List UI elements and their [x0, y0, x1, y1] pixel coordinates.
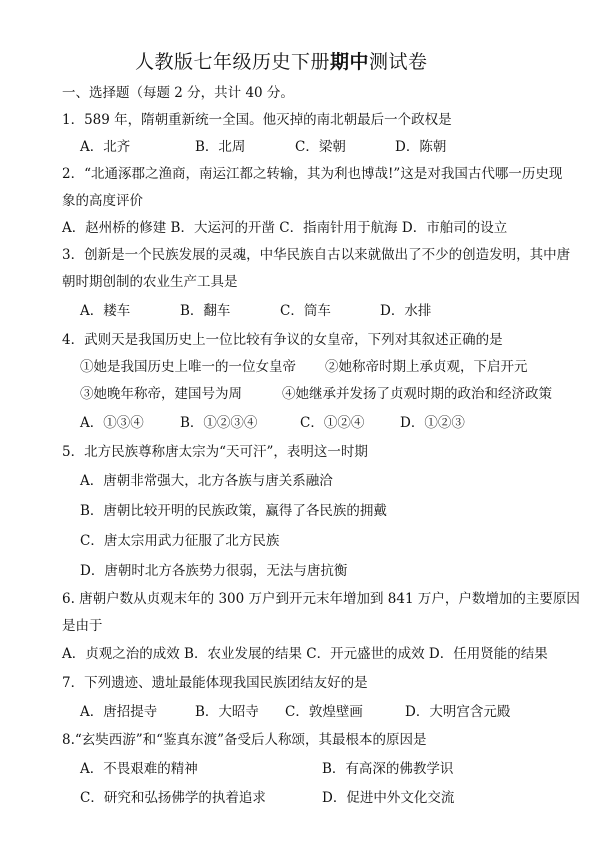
- q7-option-c: C．敦煌壁画: [285, 704, 363, 720]
- q8-option-b: B．有高深的佛教学识: [322, 761, 454, 777]
- q1-stem: 1．589 年，隋朝重新统一全国。他灭掉的南北朝最后一个政权是: [62, 112, 452, 128]
- q4-option-b: B．①②③④: [180, 415, 258, 431]
- q1-option-b: B．北周: [195, 139, 246, 155]
- q3-option-a: A．耧车: [80, 303, 131, 319]
- q4-statement-2: ②她称帝时期上承贞观，下启开元: [325, 359, 528, 375]
- q6-stem-line2: 是由于: [62, 618, 103, 634]
- q4-statement-3: ③她晚年称帝，建国号为周: [80, 386, 242, 402]
- q3-option-b: B．翻车: [180, 303, 231, 319]
- q3-stem-line2: 朝时期创制的农业生产工具是: [62, 274, 238, 290]
- q2-stem-line2: 象的高度评价: [62, 193, 143, 209]
- page-title: [135, 50, 428, 74]
- q7-option-a: A．唐招提寺: [80, 704, 158, 720]
- q8-option-a: A．不畏艰难的精神: [80, 761, 198, 777]
- title-part1: 人教版七年级历史下册: [135, 51, 331, 73]
- q8-stem: 8.“玄奘西游”和“鉴真东渡”备受后人称颂，其最根本的原因是: [62, 732, 427, 748]
- q8-option-d: D．促进中外文化交流: [322, 790, 455, 806]
- title-bold: 期中: [330, 51, 370, 73]
- q1-option-d: D．陈朝: [395, 139, 447, 155]
- q7-stem: 7．下列遗迹、遗址最能体现我国民族团结友好的是: [62, 675, 368, 691]
- q5-option-d: D．唐朝时北方各族势力很弱，无法与唐抗衡: [80, 563, 348, 579]
- title-part2: 测试卷: [369, 51, 428, 73]
- q4-option-a: A．①③④: [80, 415, 144, 431]
- q6-stem-line1: 6. 唐朝户数从贞观末年的 300 万户到开元末年增加到 841 万户，户数增加的主要原因: [62, 591, 580, 607]
- q2-options: A．赵州桥的修建 B．大运河的开凿 C．指南针用于航海 D．市舶司的设立: [62, 220, 508, 236]
- q3-stem-line1: 3．创新是一个民族发展的灵魂，中华民族自古以来就做出了不少的创造发明，其中唐: [62, 247, 571, 263]
- q4-option-c: C．①②④: [300, 415, 365, 431]
- section-heading: 一、选择题（每题 2 分，共计 40 分。: [62, 85, 294, 101]
- q5-stem: 5．北方民族尊称唐太宗为“天可汗”，表明这一时期: [62, 444, 368, 460]
- q3-option-c: C．筒车: [280, 303, 331, 319]
- q1-option-a: A．北齐: [80, 139, 131, 155]
- q3-option-d: D．水排: [380, 303, 432, 319]
- q4-stem: 4．武则天是我国历史上一位比较有争议的女皇帝，下列对其叙述正确的是: [62, 332, 503, 348]
- q7-option-b: B．大昭寺: [195, 704, 259, 720]
- q4-option-d: D．①②③: [400, 415, 465, 431]
- q4-statement-4: ④她继承并发扬了贞观时期的政治和经济政策: [282, 386, 552, 402]
- q4-statement-1: ①她是我国历史上唯一的一位女皇帝: [80, 359, 296, 375]
- q5-option-c: C．唐太宗用武力征服了北方民族: [80, 533, 280, 549]
- q2-stem-line1: 2．“北通涿郡之渔商，南运江都之转输，其为利也博哉!”这是对我国古代哪一历史现: [62, 166, 563, 182]
- q6-options: A．贞观之治的成效 B．农业发展的结果 C．开元盛世的成效 D．任用贤能的结果: [62, 646, 548, 662]
- q7-option-d: D．大明宫含元殿: [405, 704, 511, 720]
- q1-option-c: C．梁朝: [295, 139, 346, 155]
- q8-option-c: C．研究和弘扬佛学的执着追求: [80, 790, 266, 806]
- q5-option-b: B．唐朝比较开明的民族政策，赢得了各民族的拥戴: [80, 503, 387, 519]
- q5-option-a: A．唐朝非常强大，北方各族与唐关系融洽: [80, 473, 333, 489]
